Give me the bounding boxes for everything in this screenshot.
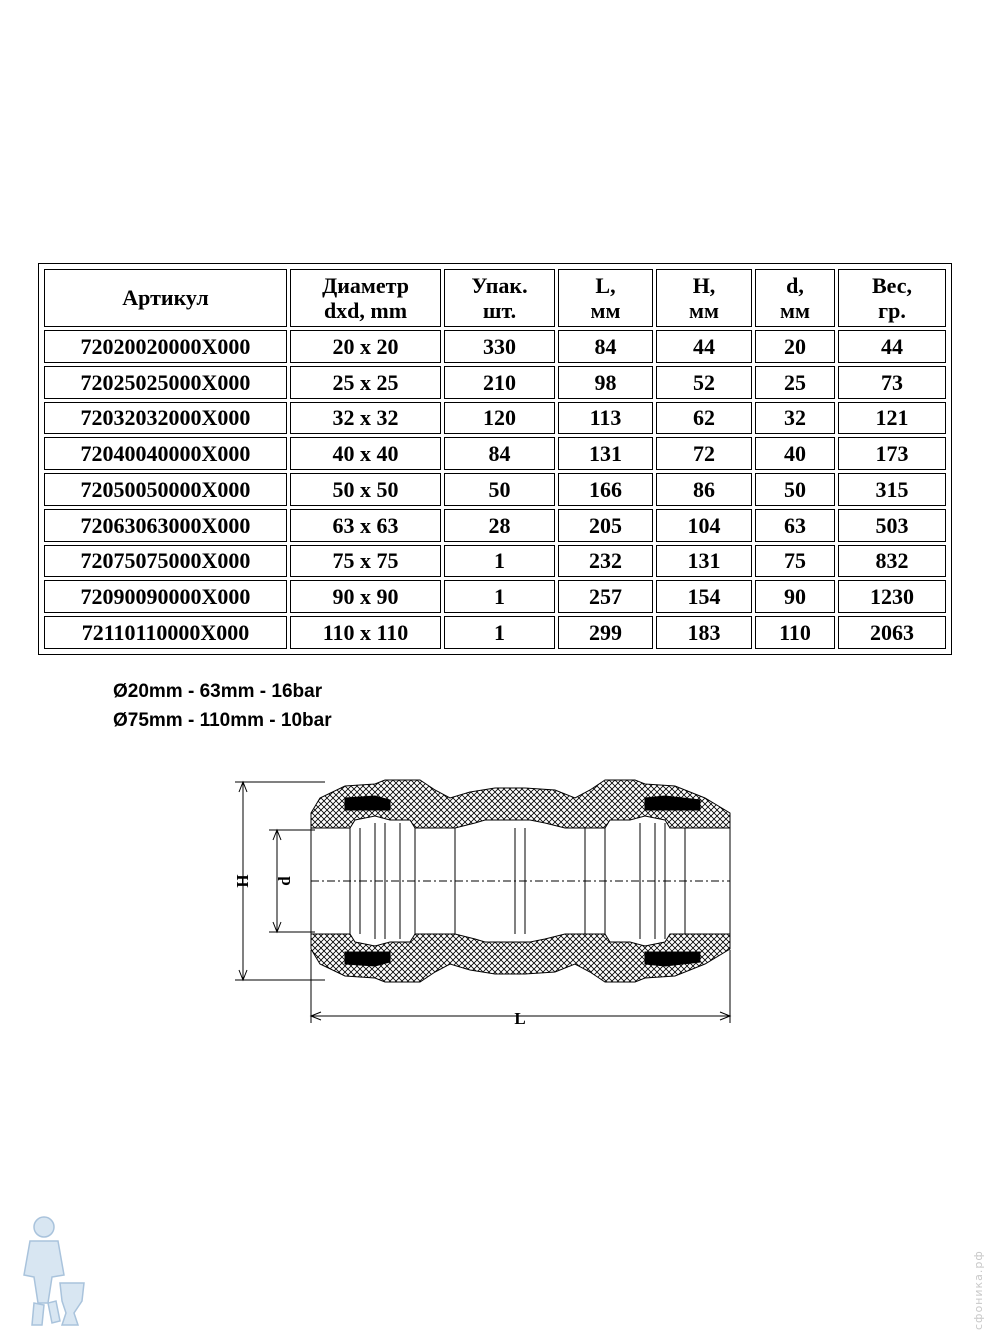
cell-height: 183: [656, 616, 752, 649]
table-row: [44, 437, 946, 470]
cell-height: 52: [656, 366, 752, 399]
cell-length: 232: [558, 545, 653, 578]
cell-pack: 1: [444, 545, 555, 578]
cell-weight: 121: [838, 402, 946, 435]
cell-diameter: 50 x 50: [290, 473, 441, 506]
plumber-logo: [12, 1213, 92, 1328]
cell-length: 84: [558, 330, 653, 363]
cell-diameter: 75 x 75: [290, 545, 441, 578]
header-pack: Упак. шт.: [444, 269, 555, 327]
cell-diameter: 90 x 90: [290, 580, 441, 613]
watermark: сфоника.рф: [972, 1250, 985, 1330]
inner-bore-lines: [311, 823, 730, 939]
cell-height: 72: [656, 437, 752, 470]
cell-pack: 84: [444, 437, 555, 470]
cell-weight: 73: [838, 366, 946, 399]
pressure-note-10bar: Ø75mm - 110mm - 10bar: [113, 710, 332, 731]
header-weight: Вес, гр.: [838, 269, 946, 327]
table-row: [44, 545, 946, 578]
cell-article: 72025025000X000: [44, 366, 287, 399]
table-header-row: [44, 269, 946, 327]
cell-article: 72075075000X000: [44, 545, 287, 578]
cell-inner-diameter: 25: [755, 366, 835, 399]
cell-length: 113: [558, 402, 653, 435]
cell-diameter: 32 x 32: [290, 402, 441, 435]
cell-height: 86: [656, 473, 752, 506]
cell-weight: 832: [838, 545, 946, 578]
cell-height: 62: [656, 402, 752, 435]
cell-article: 72020020000X000: [44, 330, 287, 363]
label-d: d: [275, 876, 294, 886]
cell-weight: 1230: [838, 580, 946, 613]
label-h: H: [233, 874, 252, 888]
cell-article: 72063063000X000: [44, 509, 287, 542]
header-inner-diameter: d, мм: [755, 269, 835, 327]
cell-height: 44: [656, 330, 752, 363]
table-row: [44, 330, 946, 363]
cell-length: 205: [558, 509, 653, 542]
cell-pack: 210: [444, 366, 555, 399]
header-height: H, мм: [656, 269, 752, 327]
cell-pack: 1: [444, 580, 555, 613]
cell-length: 257: [558, 580, 653, 613]
cell-weight: 44: [838, 330, 946, 363]
header-length: L, мм: [558, 269, 653, 327]
spec-table: [38, 263, 952, 655]
cell-height: 104: [656, 509, 752, 542]
cell-article: 72110110000X000: [44, 616, 287, 649]
cell-diameter: 40 x 40: [290, 437, 441, 470]
cell-pack: 28: [444, 509, 555, 542]
cell-article: 72090090000X000: [44, 580, 287, 613]
label-l: L: [514, 1009, 526, 1028]
cell-weight: 173: [838, 437, 946, 470]
cell-weight: 315: [838, 473, 946, 506]
coupling-technical-drawing: [225, 768, 735, 1033]
pressure-note-16bar: Ø20mm - 63mm - 16bar: [113, 681, 323, 702]
cell-diameter: 110 x 110: [290, 616, 441, 649]
cell-inner-diameter: 110: [755, 616, 835, 649]
cell-pack: 330: [444, 330, 555, 363]
cell-inner-diameter: 63: [755, 509, 835, 542]
table-row: [44, 580, 946, 613]
cell-diameter: 20 x 20: [290, 330, 441, 363]
cell-height: 154: [656, 580, 752, 613]
table-row: [44, 402, 946, 435]
cell-length: 131: [558, 437, 653, 470]
header-article: Артикул: [44, 269, 287, 327]
table-row: [44, 616, 946, 649]
table-row: [44, 509, 946, 542]
cell-article: 72032032000X000: [44, 402, 287, 435]
cell-weight: 2063: [838, 616, 946, 649]
cell-length: 98: [558, 366, 653, 399]
cell-length: 299: [558, 616, 653, 649]
cell-inner-diameter: 75: [755, 545, 835, 578]
cell-inner-diameter: 40: [755, 437, 835, 470]
table-row: [44, 366, 946, 399]
cell-diameter: 25 x 25: [290, 366, 441, 399]
table-row: [44, 473, 946, 506]
cell-inner-diameter: 32: [755, 402, 835, 435]
cell-diameter: 63 x 63: [290, 509, 441, 542]
cell-weight: 503: [838, 509, 946, 542]
cell-article: 72040040000X000: [44, 437, 287, 470]
cell-pack: 120: [444, 402, 555, 435]
cell-height: 131: [656, 545, 752, 578]
cell-inner-diameter: 50: [755, 473, 835, 506]
cell-length: 166: [558, 473, 653, 506]
cell-article: 72050050000X000: [44, 473, 287, 506]
cell-pack: 50: [444, 473, 555, 506]
header-diameter: Диаметр dxd, mm: [290, 269, 441, 327]
cell-pack: 1: [444, 616, 555, 649]
cell-inner-diameter: 90: [755, 580, 835, 613]
cell-inner-diameter: 20: [755, 330, 835, 363]
